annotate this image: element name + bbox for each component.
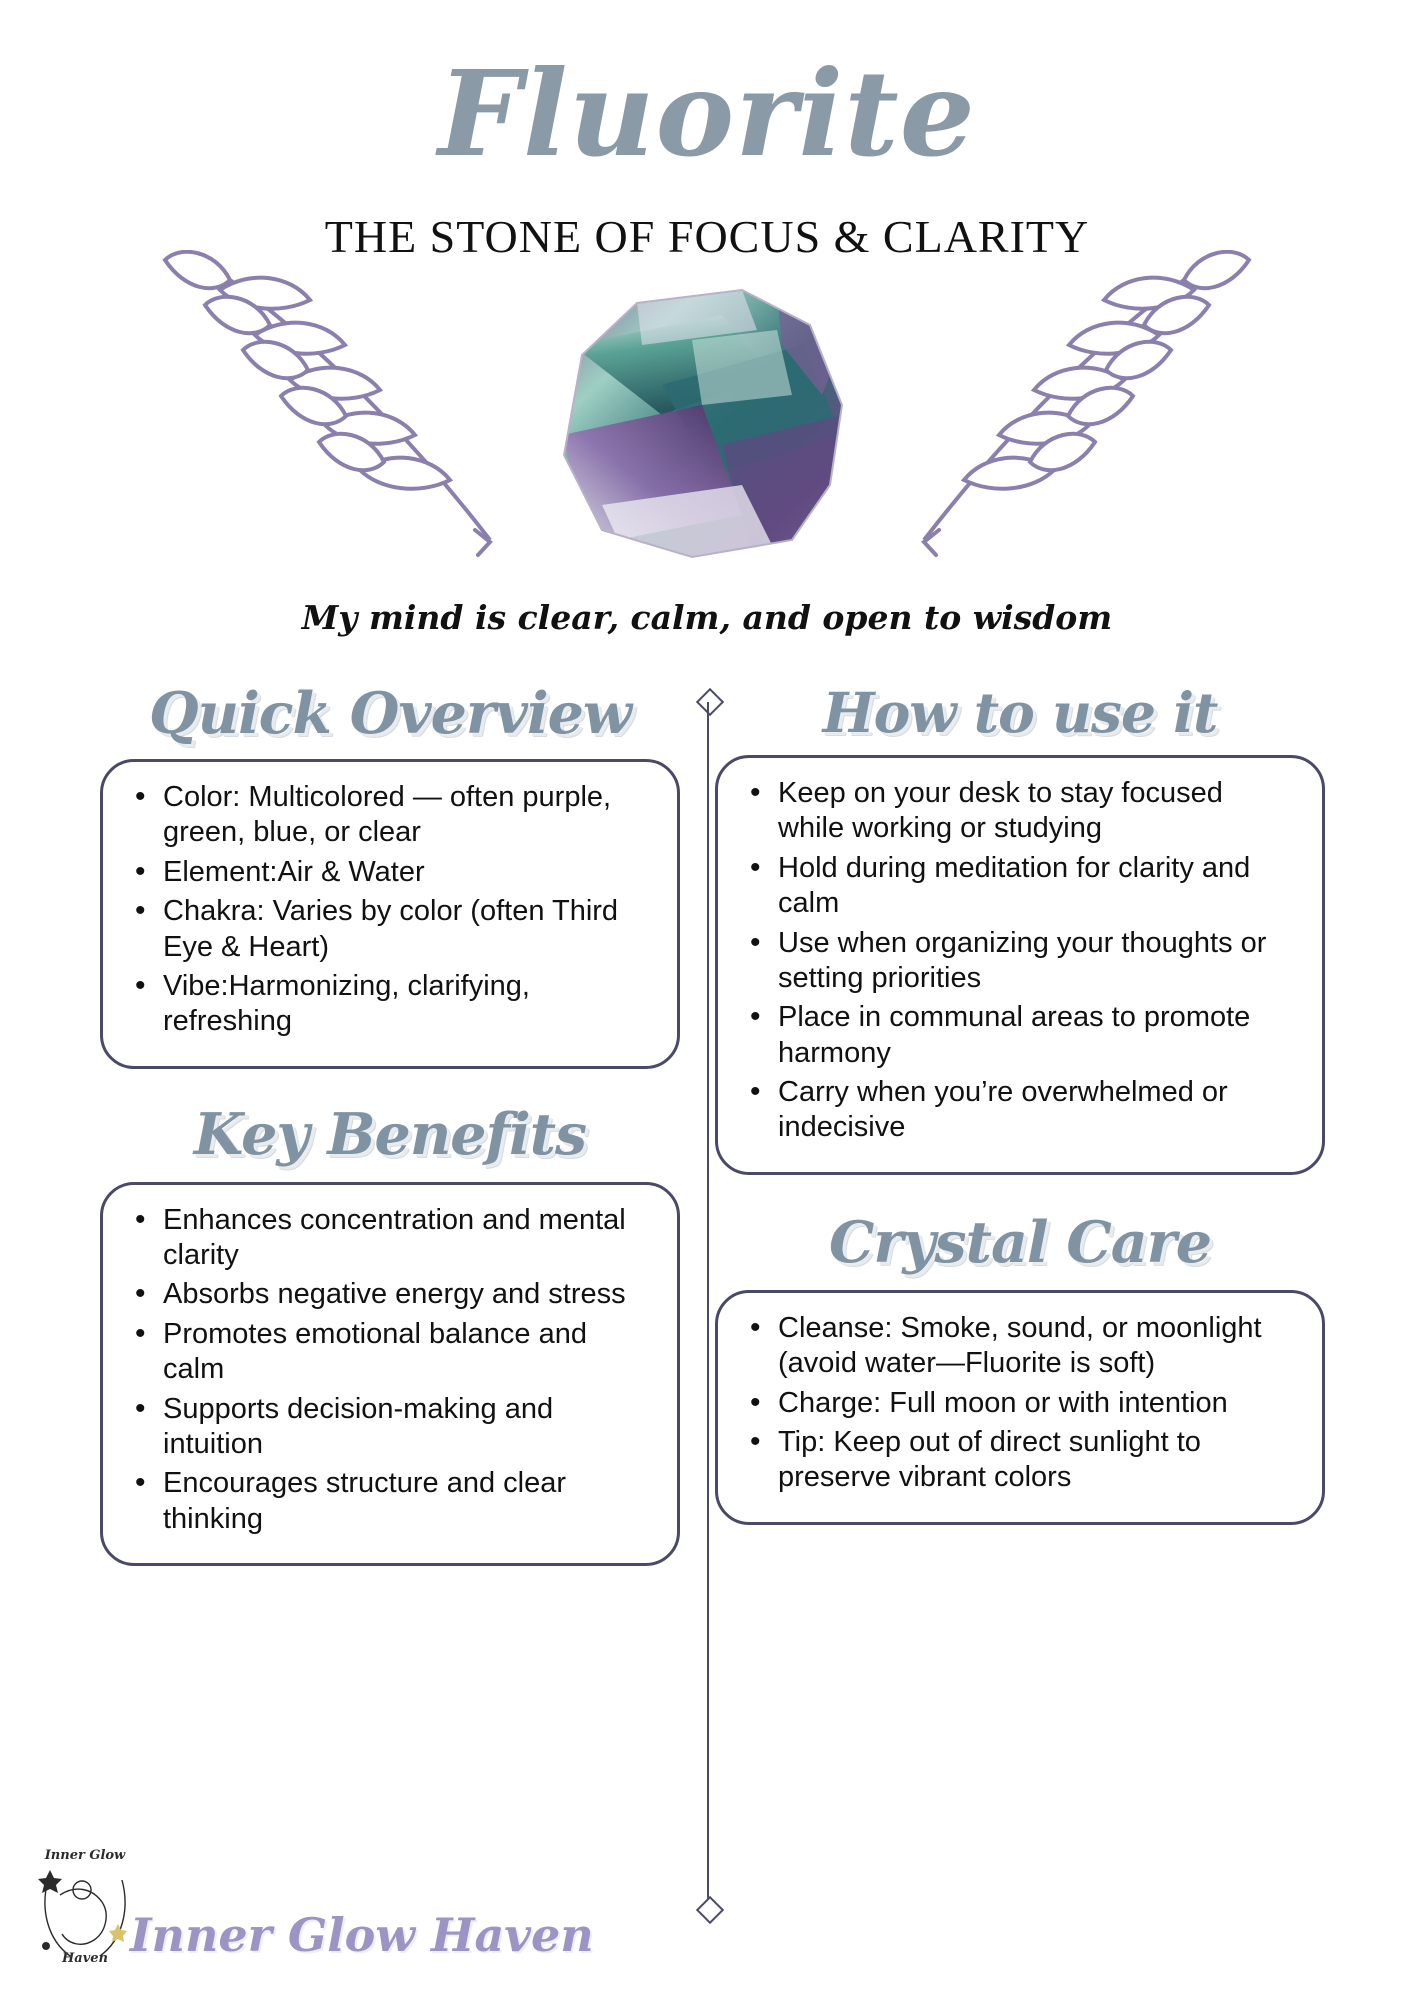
vertical-divider	[697, 690, 719, 1922]
laurel-branch-right-icon	[834, 250, 1254, 580]
card-quick-overview	[100, 759, 680, 1069]
list-item: • Promotes emotional balance and calm	[163, 1317, 651, 1388]
section-heading-key-benefits: Key Benefits	[193, 1100, 587, 1168]
card-how-to-use	[715, 755, 1325, 1175]
laurel-branch-left-icon	[160, 250, 580, 580]
list-item: • Cleanse: Smoke, sound, or moonlight (avoid water—Fluorite is soft)	[778, 1311, 1296, 1382]
fluorite-crystal-image	[542, 285, 872, 585]
page-subtitle: THE STONE OF FOCUS & CLARITY	[324, 211, 1090, 262]
list-crystal-care	[744, 1311, 1296, 1496]
affirmation-text: My mind is clear, calm, and open to wisdom	[301, 598, 1113, 637]
list-item: • Encourages structure and clear thinking	[163, 1466, 651, 1537]
list-item: • Absorbs negative energy and stress	[163, 1277, 651, 1312]
brand-logo-icon	[30, 1840, 140, 1970]
list-item: • Use when organizing your thoughts or setting priorities	[778, 926, 1296, 997]
list-item: • Charge: Full moon or with intention	[778, 1386, 1296, 1421]
list-item: • Carry when you’re overwhelmed or indecisive	[778, 1075, 1296, 1146]
section-heading-quick-overview: Quick Overview	[149, 680, 631, 747]
divider-line	[707, 702, 709, 1910]
list-item: • Enhances concentration and mental clarity	[163, 1203, 651, 1274]
list-item: • Hold during meditation for clarity and calm	[778, 851, 1296, 922]
left-column	[100, 680, 680, 1566]
card-crystal-care	[715, 1290, 1325, 1525]
logo-text-bottom: Haven	[62, 1951, 108, 1966]
brand-name: Inner Glow Haven	[130, 1908, 594, 1962]
list-item: • Tip: Keep out of direct sunlight to preserve vibrant colors	[778, 1425, 1296, 1496]
logo-text-top: Inner Glow	[44, 1848, 126, 1863]
list-item: • Element:Air & Water	[163, 855, 651, 890]
section-heading-crystal-care: Crystal Care	[829, 1208, 1211, 1276]
list-quick-overview	[129, 780, 651, 1040]
list-how-to-use	[744, 776, 1296, 1146]
list-item: • Supports decision-making and intuition	[163, 1392, 651, 1463]
list-item: • Keep on your desk to stay focused while working or studying	[778, 776, 1296, 847]
list-key-benefits	[129, 1203, 651, 1537]
right-column	[715, 680, 1325, 1525]
card-key-benefits	[100, 1182, 680, 1566]
poster-header	[0, 0, 1414, 660]
section-heading-how-to-use: How to use it	[822, 680, 1218, 745]
list-item: • Color: Multicolored — often purple, green, blue, or clear	[163, 780, 651, 851]
list-item: • Place in communal areas to promote harmony	[778, 1000, 1296, 1071]
list-item: • Vibe:Harmonizing, clarifying, refreshing	[163, 969, 651, 1040]
page-title: Fluorite	[438, 44, 976, 183]
list-item: • Chakra: Varies by color (often Third Eye & Heart)	[163, 894, 651, 965]
